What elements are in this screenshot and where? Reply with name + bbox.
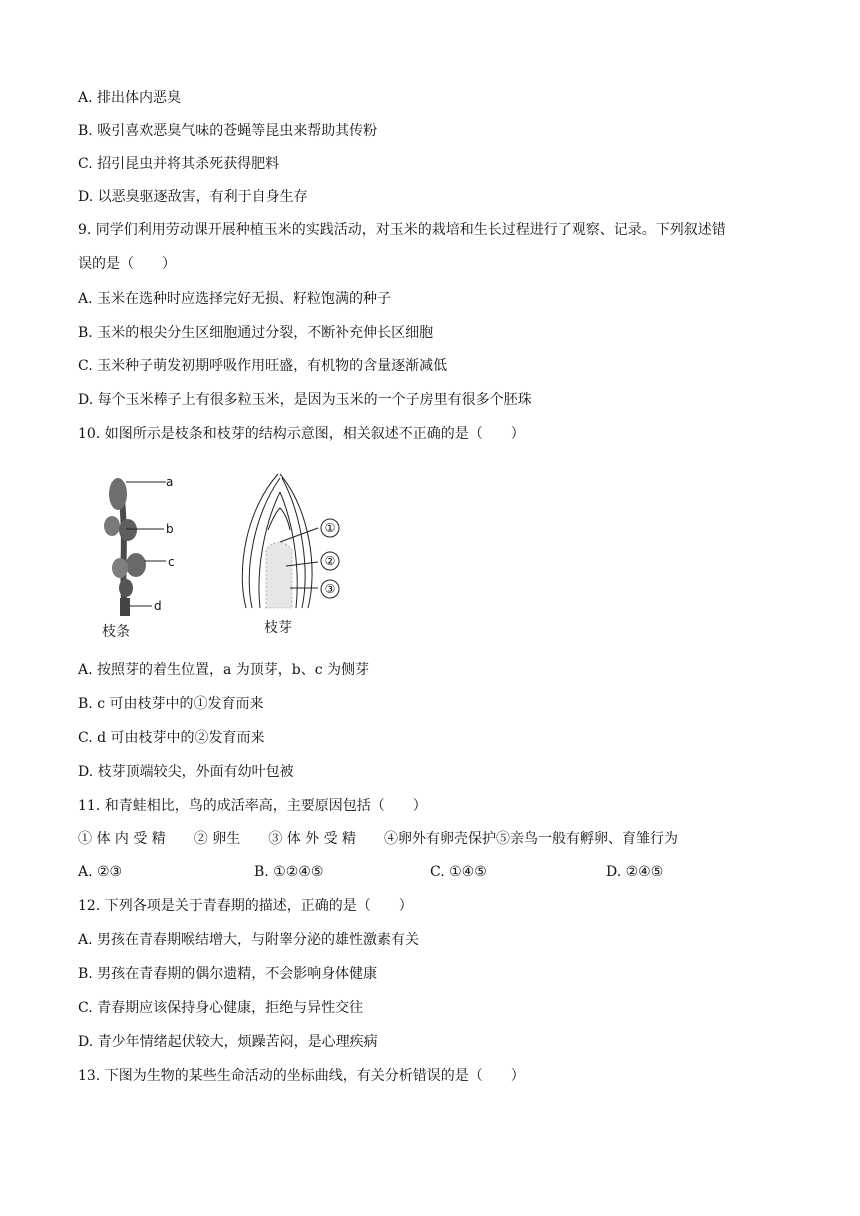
branch-stem-d [120,598,130,616]
q9-option-d: D. 每个玉米棒子上有很多粒玉米，是因为玉米的一个子房里有很多个胚珠 [78,392,532,408]
q9-option-b: B. 玉米的根尖分生区细胞通过分裂，不断补充伸长区细胞 [78,325,434,341]
q11-option-b: B. ①②④⑤ [254,864,324,880]
q10-option-a: A. 按照芽的着生位置，a 为顶芽，b、c 为侧芽 [78,662,370,678]
q11-items: ① 体 内 受 精 ② 卵生 ③ 体 外 受 精 ④卵外有卵壳保护⑤亲鸟一般有孵卵、育雏行为 [78,831,679,847]
q10-stem: 10. 如图所示是枝条和枝芽的结构示意图，相关叙述不正确的是（ ） [78,426,525,442]
q8-option-a: A. 排出体内恶臭 [78,90,182,106]
q12-option-c: C. 青春期应该保持身心健康，拒绝与异性交往 [78,1000,364,1016]
q9-stem-line1: 9. 同学们利用劳动课开展种植玉米的实践活动，对玉米的栽培和生长过程进行了观察、记录。下列叙述错 [78,222,726,238]
q10-option-b: B. c 可由枝芽中的①发育而来 [78,696,264,712]
q10-option-d: D. 枝芽顶端较尖，外面有幼叶包被 [78,764,294,780]
branch-label-d: d [154,599,162,613]
branch-label-c: c [168,555,175,569]
q8-option-d: D. 以恶臭驱逐敌害，有利于自身生存 [78,189,308,205]
q9-stem-line2: 误的是（ ） [78,256,176,272]
q11-option-c: C. ①④⑤ [430,864,487,880]
branch-illustration [102,475,175,640]
branch-and-bud-figure [96,470,396,645]
lateral-bud-b [104,516,120,536]
q12-option-a: A. 男孩在青春期喉结增大，与附睾分泌的雄性激素有关 [78,932,420,948]
branch-label-a: a [166,475,174,489]
branch-label-b: b [166,522,174,536]
q11-option-a: A. ②③ [78,864,123,880]
bud-caption: 枝芽 [264,620,292,636]
bud-label-1: ① [324,521,336,535]
q12-option-b: B. 男孩在青春期的偶尔遗精，不会影响身体健康 [78,966,378,982]
q9-option-a: A. 玉米在选种时应选择完好无损、籽粒饱满的种子 [78,291,392,307]
bud-illustration [242,474,339,636]
q13-stem: 13. 下图为生物的某些生命活动的坐标曲线，有关分析错误的是（ ） [78,1068,525,1084]
terminal-bud-a [109,478,127,510]
q12-option-d: D. 青少年情绪起伏较大，烦躁苦闷，是心理疾病 [78,1034,378,1050]
lateral-bud-c [126,553,146,577]
q11-options-row [78,862,798,882]
bud-label-2: ② [324,554,336,568]
branch-caption: 枝条 [102,624,130,640]
q10-option-c: C. d 可由枝芽中的②发育而来 [78,730,265,746]
bud-label-3: ③ [324,582,336,596]
q9-option-c: C. 玉米种子萌发初期呼吸作用旺盛，有机物的含量逐渐减低 [78,358,448,374]
q8-option-b: B. 吸引喜欢恶臭气味的苍蝇等昆虫来帮助其传粉 [78,123,378,139]
q11-option-d: D. ②④⑤ [606,864,664,880]
q11-stem: 11. 和青蛙相比，鸟的成活率高，主要原因包括（ ） [78,798,427,814]
q8-option-c: C. 招引昆虫并将其杀死获得肥料 [78,156,280,172]
q12-stem: 12. 下列各项是关于青春期的描述，正确的是（ ） [78,898,413,914]
